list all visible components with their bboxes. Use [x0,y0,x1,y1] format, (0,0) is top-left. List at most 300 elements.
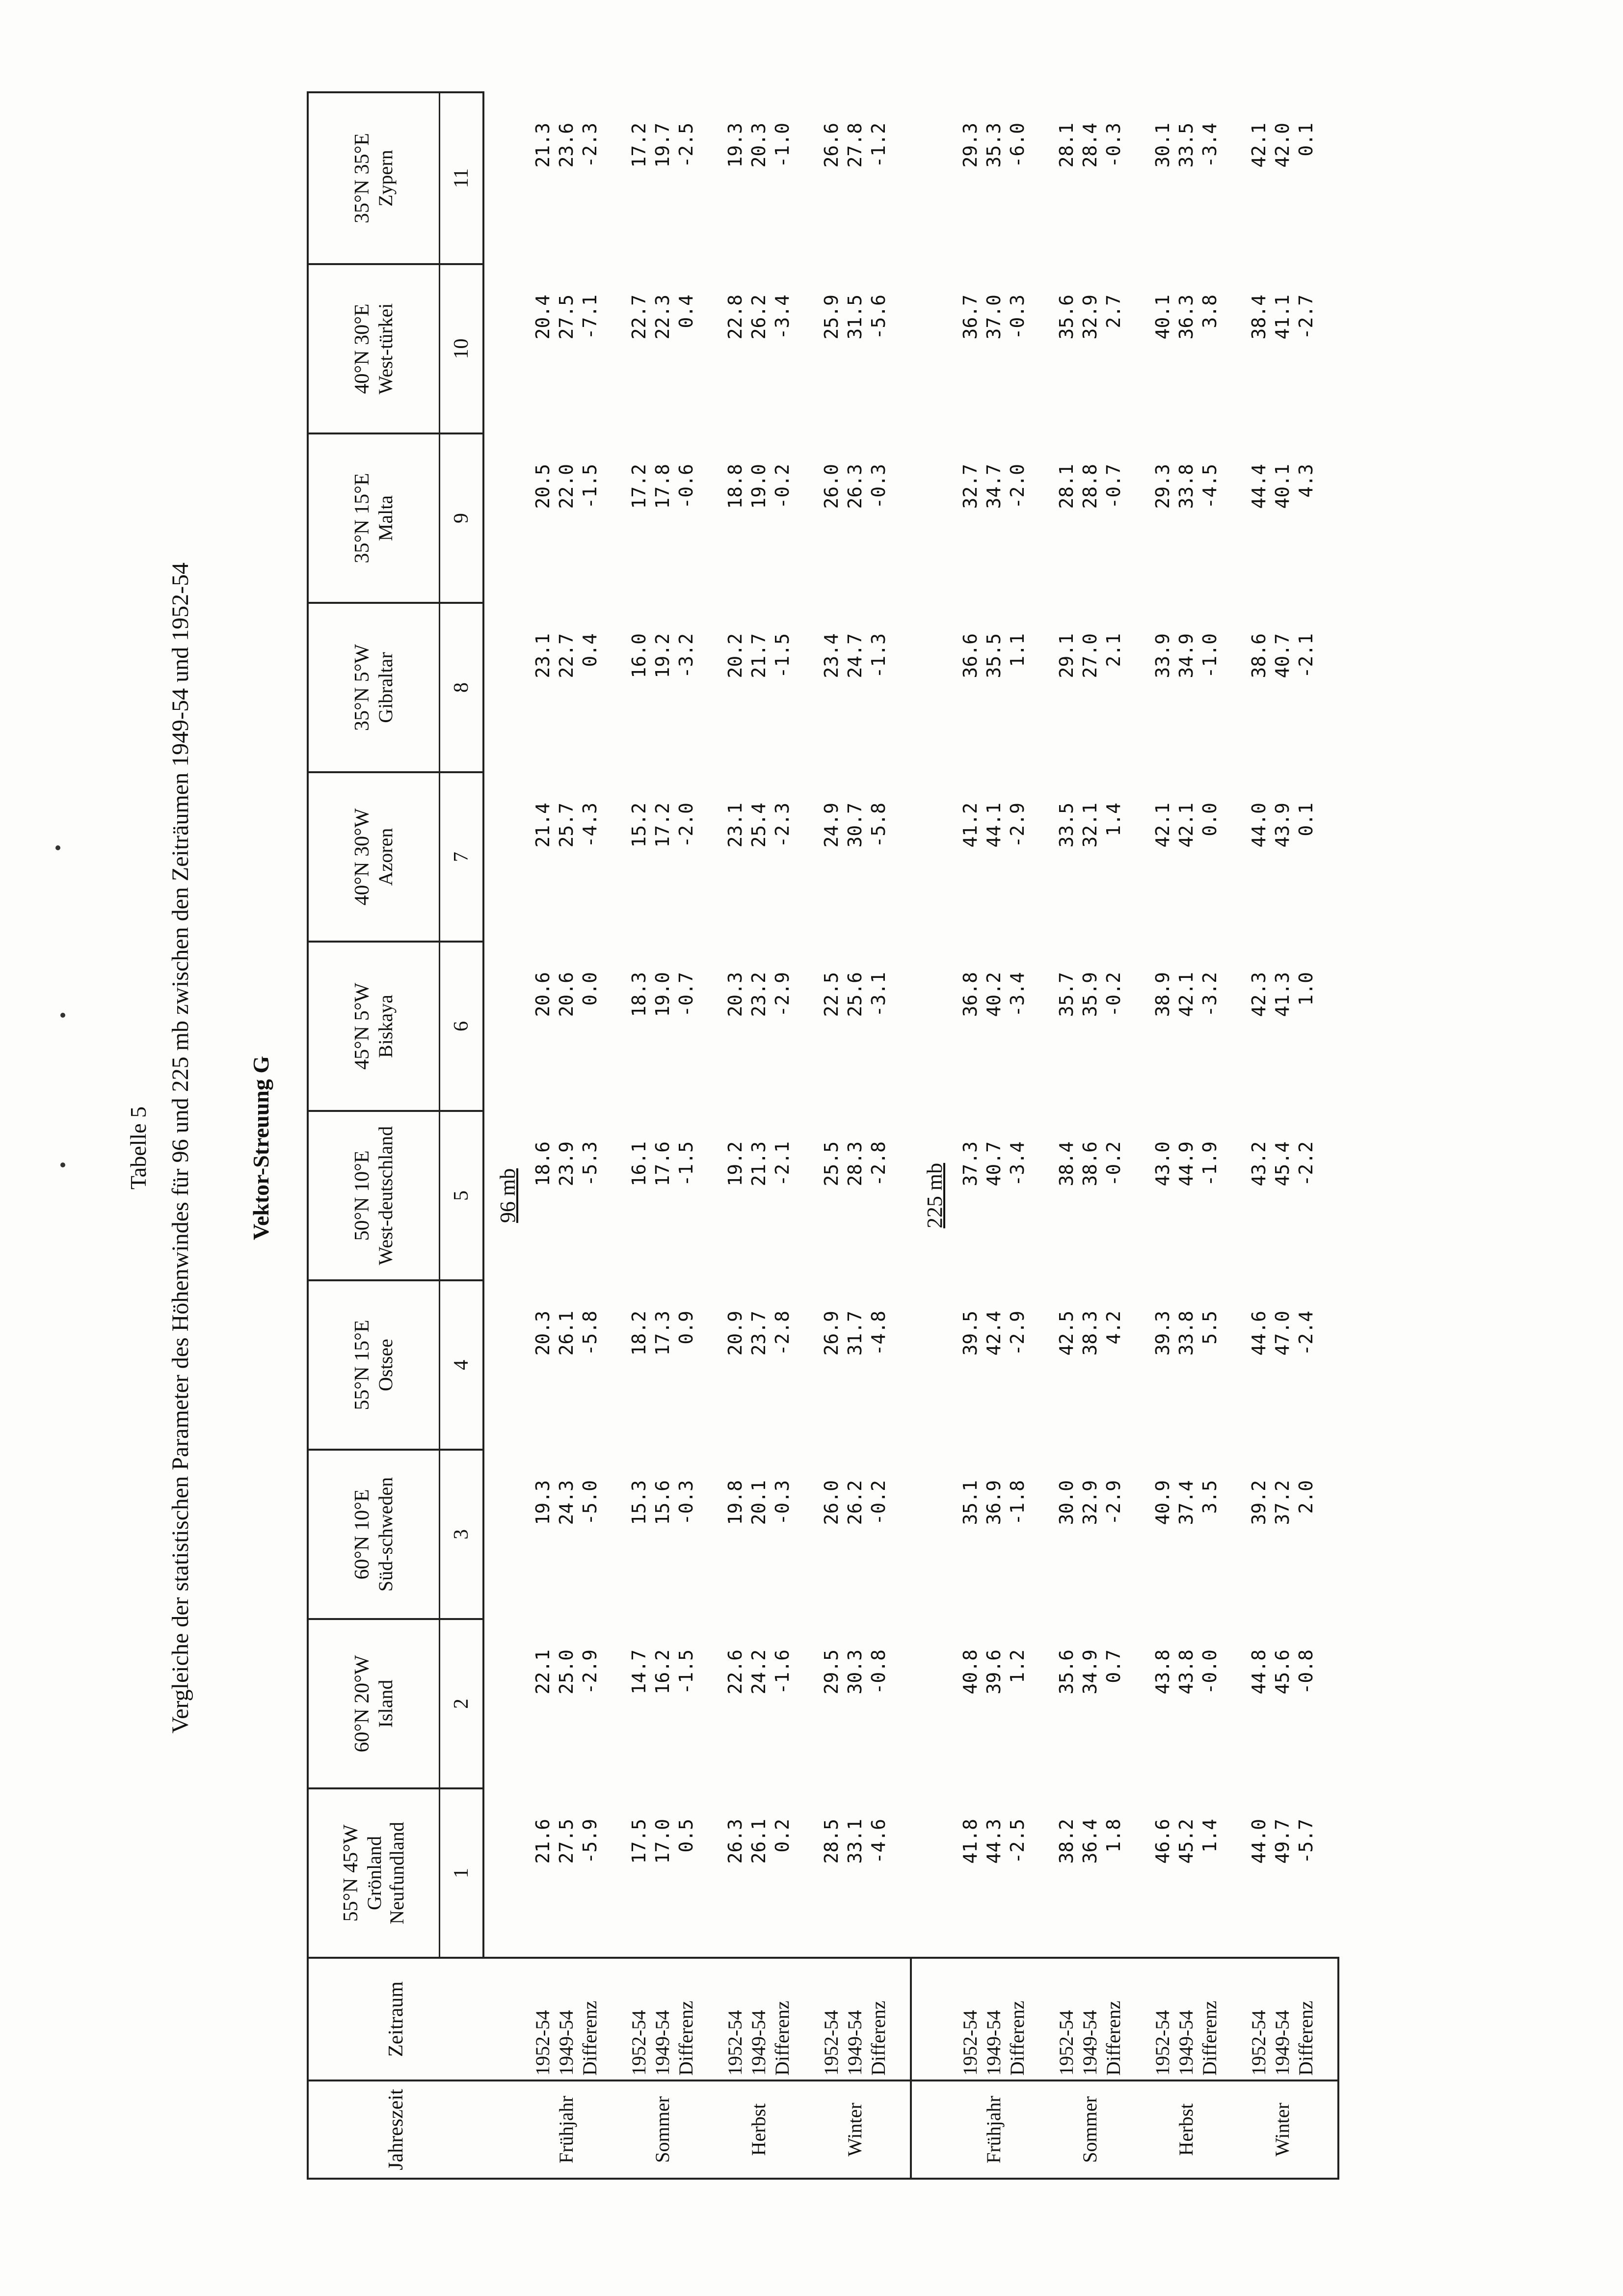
spacer-cell [602,1788,627,1958]
station-header [308,1788,440,1958]
value-cell: 42.1 [1248,123,1270,168]
period-spacer [483,1958,531,2080]
value-cell: -2.5 [675,123,697,168]
period-label: 1952-54 [958,1958,982,2080]
value-cell: 30.7 [844,803,866,848]
value-cell: -0.2 [868,1480,889,1525]
spacer-cell [911,942,958,1111]
value-cell: 20.1 [748,1480,770,1525]
spacer-cell [1222,1619,1247,1788]
spacer-row [794,92,820,2179]
station-name: Ostsee [374,1339,397,1391]
table-row [1151,92,1174,2179]
value-cell: 36.9 [983,1480,1005,1525]
spacer-cell [1318,1619,1338,1788]
spacer-cell [698,942,723,1111]
value-cell: 44.8 [1248,1649,1270,1695]
table-row [867,92,890,2179]
value-cell: -2.8 [868,1141,889,1187]
spacer-cell [698,264,723,433]
value-cell: 37.4 [1175,1480,1197,1525]
value-cell: 0.5 [675,1819,697,1853]
value-cell: -4.5 [1199,464,1221,509]
spacer-cell [1029,1788,1055,1958]
table-row [651,92,674,2179]
value-cell: 17.5 [628,1819,650,1864]
spacer-cell [1318,433,1338,603]
spacer-cell [602,433,627,603]
column-number: 11 [440,92,484,264]
value-cell: 42.4 [983,1311,1005,1356]
value-cell: 28.5 [821,1819,842,1864]
station-name: Zypern [374,150,397,207]
value-cell: 26.2 [748,295,770,340]
spacer-cell [794,1788,820,1958]
period-label: Differenz [867,1958,890,2080]
value-cell: 2.0 [1295,1480,1317,1514]
value-cell: -0.8 [1295,1649,1317,1695]
value-cell: 5.5 [1199,1311,1221,1345]
value-cell: 25.0 [556,1649,577,1695]
spacer-cell [602,92,627,264]
value-cell: -4.8 [868,1311,889,1356]
value-cell: 35.6 [1056,295,1077,340]
spacer-cell [794,92,820,264]
spacer-cell [1318,264,1338,433]
value-cell: 45.4 [1272,1141,1293,1187]
value-cell: 46.6 [1152,1819,1173,1864]
value-cell: 21.3 [748,1141,770,1187]
value-cell: -0.3 [1103,123,1124,168]
value-cell: 39.6 [983,1649,1005,1695]
value-cell: 22.3 [652,295,673,340]
season-spacer [1222,2080,1247,2179]
value-cell: 19.0 [652,972,673,1017]
spacer-cell [911,92,958,264]
table-row [1174,92,1198,2179]
spacer-cell [1222,603,1247,772]
spacer-cell [1318,1280,1338,1450]
period-spacer [890,1958,911,2080]
value-cell: 36.6 [959,633,981,678]
spacer-cell [794,1450,820,1619]
value-cell: -1.3 [868,633,889,678]
spacer-cell [890,1280,911,1450]
pressure-level-row [911,92,958,2179]
value-cell: 19.3 [724,123,746,168]
value-cell: 34.7 [983,464,1005,509]
season-spacer [794,2080,820,2179]
season-column-header: Jahreszeit [308,2080,483,2179]
value-cell: 41.1 [1272,295,1293,340]
value-cell: 27.8 [844,123,866,168]
spacer-cell [794,1111,820,1280]
value-cell: 4.2 [1103,1311,1124,1345]
value-cell: 26.2 [844,1480,866,1525]
value-cell: 25.5 [821,1141,842,1187]
spacer-cell [1318,1788,1338,1958]
station-coord: 60°N 10°E [351,1489,374,1580]
spacer-cell [1125,1619,1151,1788]
period-label: 1949-54 [651,1958,674,2080]
value-cell: 34.9 [1079,1649,1101,1695]
value-cell: 33.5 [1175,123,1197,168]
value-cell: -2.9 [772,972,793,1017]
value-cell: 40.7 [1272,633,1293,678]
spacer-cell [890,92,911,264]
value-cell: 1.4 [1199,1819,1221,1853]
value-cell: 0.1 [1295,123,1317,157]
spacer-cell [1029,772,1055,942]
value-cell: -2.9 [1007,1311,1028,1356]
spacer-cell [1222,772,1247,942]
value-cell: 15.6 [652,1480,673,1525]
value-cell: -2.9 [579,1649,601,1695]
value-cell: -0.3 [772,1480,793,1525]
season-label: Winter [1247,2080,1318,2179]
table-row [747,92,771,2179]
value-cell: 21.4 [532,803,554,848]
value-cell: 38.2 [1056,1819,1077,1864]
value-cell: 39.5 [959,1311,981,1356]
spacer-cell [483,1280,531,1450]
value-cell: 26.1 [748,1819,770,1864]
period-label: 1949-54 [1078,1958,1102,2080]
value-cell: 33.5 [1056,803,1077,848]
period-label: 1952-54 [627,1958,651,2080]
table-row [982,92,1006,2179]
value-cell: 45.6 [1272,1649,1293,1695]
spacer-cell [698,433,723,603]
value-cell: 28.4 [1079,123,1101,168]
value-cell: -2.7 [1295,295,1317,340]
spacer-cell [698,603,723,772]
value-cell: 0.0 [1199,803,1221,837]
station-name: Azoren [374,828,397,886]
value-cell: 24.2 [748,1649,770,1695]
value-cell: 26.3 [724,1819,746,1864]
period-label: 1952-54 [531,1958,555,2080]
value-cell: 30.3 [844,1649,866,1695]
spacer-cell [602,603,627,772]
period-column-header: Zeitraum [308,1958,483,2080]
value-cell: 22.7 [628,295,650,340]
data-table [307,91,1339,2180]
spacer-cell [1222,1450,1247,1619]
value-cell: 26.9 [821,1311,842,1356]
value-cell: -0.2 [772,464,793,509]
spacer-cell [483,264,531,433]
value-cell: 17.3 [652,1311,673,1356]
spacer-row [1029,92,1055,2179]
spacer-cell [602,1450,627,1619]
value-cell: 15.3 [628,1480,650,1525]
value-cell: 1.4 [1103,803,1124,837]
period-label: 1949-54 [1271,1958,1294,2080]
value-cell: 28.1 [1056,464,1077,509]
spacer-cell [1222,92,1247,264]
period-label: Differenz [1198,1958,1222,2080]
spacer-cell [1125,1280,1151,1450]
column-number: 6 [440,942,484,1111]
value-cell: 0.4 [579,633,601,667]
table-row [578,92,602,2179]
spacer-cell [794,1619,820,1788]
value-cell: 44.1 [983,803,1005,848]
value-cell: 2.7 [1103,295,1124,328]
spacer-cell [911,433,958,603]
value-cell: 44.6 [1248,1311,1270,1356]
value-cell: 23.6 [556,123,577,168]
column-number: 3 [440,1450,484,1619]
value-cell: 3.8 [1199,295,1221,328]
value-cell: 20.6 [532,972,554,1017]
spacer-cell [1125,1788,1151,1958]
value-cell: -5.3 [579,1141,601,1187]
value-cell: 19.2 [652,633,673,678]
value-cell: 42.1 [1175,803,1197,848]
value-cell: 36.8 [959,972,981,1017]
value-cell: -3.4 [772,295,793,340]
value-cell: 18.6 [532,1141,554,1187]
period-spacer [1318,1958,1338,2080]
station-name: Malta [374,495,397,541]
value-cell: -2.0 [1007,464,1028,509]
value-cell: 38.6 [1079,1141,1101,1187]
value-cell: 20.6 [556,972,577,1017]
value-cell: -5.8 [868,803,889,848]
value-cell: -4.6 [868,1819,889,1864]
spacer-cell [1125,942,1151,1111]
spacer-cell [1222,1111,1247,1280]
value-cell: 0.4 [675,295,697,328]
value-cell: 28.8 [1079,464,1101,509]
spacer-cell [1318,603,1338,772]
spacer-cell [602,1619,627,1788]
value-cell: -4.3 [579,803,601,848]
value-cell: -0.7 [1103,464,1124,509]
spacer-cell [1029,264,1055,433]
value-cell: 20.9 [724,1311,746,1356]
value-cell: 19.8 [724,1480,746,1525]
value-cell: 23.4 [821,633,842,678]
table-row [820,92,843,2179]
value-cell: 39.3 [1152,1311,1173,1356]
value-cell: -2.8 [772,1311,793,1356]
table-row [674,92,698,2179]
value-cell: 45.2 [1175,1819,1197,1864]
spacer-cell [1125,1111,1151,1280]
station-coord: 40°N 30°W [351,808,374,906]
spacer-cell [483,433,531,603]
spacer-cell [1125,433,1151,603]
table-row [1198,92,1222,2179]
station-header [308,772,440,942]
value-cell: 36.4 [1079,1819,1101,1864]
spacer-cell [1125,92,1151,264]
table-subtitle: Vektor-Streuung G [248,1055,273,1241]
table-row [723,92,747,2179]
spacer-cell [794,942,820,1111]
station-coord: 35°N 15°E [351,473,374,564]
value-cell: 33.9 [1152,633,1173,678]
value-cell: -5.8 [579,1311,601,1356]
value-cell: 30.0 [1056,1480,1077,1525]
value-cell: -5.6 [868,295,889,340]
spacer-cell [602,942,627,1111]
spacer-cell [698,92,723,264]
station-name: Island [374,1679,397,1728]
value-cell: -5.9 [579,1819,601,1864]
column-number: 5 [440,1111,484,1280]
station-coord: 55°N 15°E [351,1320,374,1410]
station-name: West-türkei [374,303,397,395]
value-cell: -2.5 [1007,1819,1028,1864]
value-cell: 32.1 [1079,803,1101,848]
value-cell: 41.3 [1272,972,1293,1017]
value-cell: -2.9 [1103,1480,1124,1525]
spacer-cell [794,433,820,603]
value-cell: 24.3 [556,1480,577,1525]
spacer-cell [483,603,531,772]
value-cell: 0.7 [1103,1649,1124,1683]
period-label: 1949-54 [555,1958,578,2080]
value-cell: -2.9 [1007,803,1028,848]
station-header [308,942,440,1111]
value-cell: 29.3 [959,123,981,168]
period-spacer [911,1958,958,2080]
spacer-cell [1222,1788,1247,1958]
value-cell: -2.3 [772,803,793,848]
period-label: 1952-54 [1247,1958,1271,2080]
value-cell: -5.0 [579,1480,601,1525]
season-spacer [1318,2080,1338,2179]
table-row [1294,92,1318,2179]
value-cell: 0.2 [772,1819,793,1853]
station-header [308,1619,440,1788]
column-number: 10 [440,264,484,433]
value-cell: 44.9 [1175,1141,1197,1187]
table-label: Tabelle 5 [126,1106,151,1190]
season-spacer [1029,2080,1055,2179]
value-cell: -3.4 [1007,1141,1028,1187]
value-cell: -0.3 [868,464,889,509]
spacer-cell [911,264,958,433]
period-label: Differenz [1102,1958,1125,2080]
value-cell: -5.7 [1295,1819,1317,1864]
value-cell: 17.0 [652,1819,673,1864]
value-cell: 26.0 [821,1480,842,1525]
value-cell: 25.6 [844,972,866,1017]
period-label: 1952-54 [820,1958,843,2080]
value-cell: 43.8 [1175,1649,1197,1695]
value-cell: 2.1 [1103,633,1124,667]
value-cell: 26.3 [844,464,866,509]
table-body [483,92,1338,2179]
spacer-cell [1029,433,1055,603]
value-cell: 17.8 [652,464,673,509]
value-cell: 32.7 [959,464,981,509]
value-cell: 22.6 [724,1649,746,1695]
value-cell: -0.8 [868,1649,889,1695]
station-header [308,1111,440,1280]
table-row [958,92,982,2179]
station-name: Süd-schweden [374,1477,397,1592]
period-label: 1949-54 [747,1958,771,2080]
value-cell: 41.8 [959,1819,981,1864]
station-coord: 55°N 45°W [340,1824,363,1922]
spacer-cell [890,1619,911,1788]
value-cell: -1.8 [1007,1480,1028,1525]
spacer-cell [890,772,911,942]
table-row [531,92,555,2179]
value-cell: 20.2 [724,633,746,678]
season-spacer [911,2080,958,2179]
value-cell: 32.9 [1079,295,1101,340]
season-label: Sommer [627,2080,698,2179]
season-spacer [1125,2080,1151,2179]
value-cell: 34.9 [1175,633,1197,678]
value-cell: -2.0 [675,803,697,848]
period-label: Differenz [674,1958,698,2080]
table-row [1006,92,1029,2179]
value-cell: 23.7 [748,1311,770,1356]
station-name: Gibraltar [374,652,397,723]
station-header [308,603,440,772]
value-cell: 19.7 [652,123,673,168]
value-cell: 35.6 [1056,1649,1077,1695]
value-cell: -1.0 [772,123,793,168]
spacer-cell [1222,1280,1247,1450]
value-cell: 16.2 [652,1649,673,1695]
value-cell: 18.3 [628,972,650,1017]
spacer-cell [1318,1450,1338,1619]
value-cell: 20.3 [724,972,746,1017]
value-cell: 21.7 [748,633,770,678]
spacer-cell [483,942,531,1111]
value-cell: -1.5 [675,1649,697,1695]
value-cell: 16.1 [628,1141,650,1187]
station-header [308,1280,440,1450]
value-cell: 23.2 [748,972,770,1017]
value-cell: -7.1 [579,295,601,340]
value-cell: 42.5 [1056,1311,1077,1356]
value-cell: 27.5 [556,295,577,340]
spacer-cell [890,1788,911,1958]
period-spacer [1029,1958,1055,2080]
period-label: Differenz [578,1958,602,2080]
table-row [1078,92,1102,2179]
station-header [308,1450,440,1619]
value-cell: 26.6 [821,123,842,168]
season-label: Herbst [723,2080,794,2179]
station-coord: 45°N 5°W [351,982,374,1070]
spacer-cell [890,1450,911,1619]
spacer-cell [1318,92,1338,264]
value-cell: -1.5 [675,1141,697,1187]
spacer-cell [1029,1619,1055,1788]
table-row [1055,92,1078,2179]
spacer-row [890,92,911,2179]
period-spacer [1125,1958,1151,2080]
value-cell: 23.9 [556,1141,577,1187]
value-cell: 26.0 [821,464,842,509]
spacer-cell [911,1788,958,1958]
value-cell: 43.8 [1152,1649,1173,1695]
spacer-cell [602,1111,627,1280]
value-cell: 29.5 [821,1649,842,1695]
season-label: Sommer [1055,2080,1125,2179]
